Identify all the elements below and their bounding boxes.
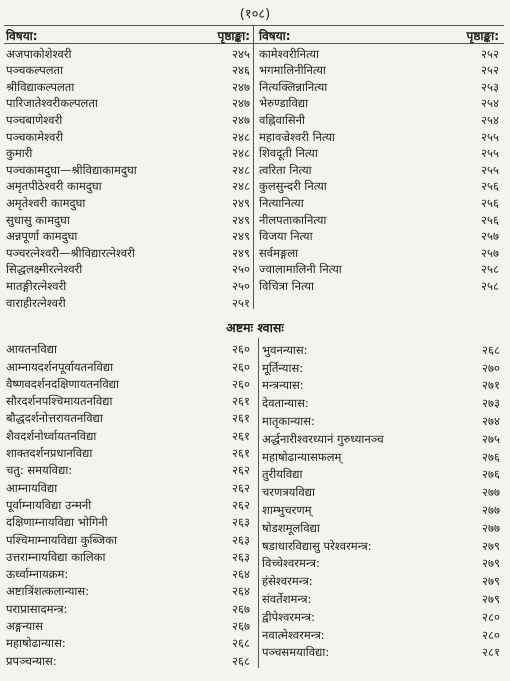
index-entry bbox=[259, 277, 499, 294]
index-entry bbox=[262, 518, 500, 536]
entry-page: २६४ bbox=[232, 584, 250, 599]
entry-page: २५५ bbox=[481, 146, 499, 161]
index-entry bbox=[6, 478, 250, 495]
entry-title: मन्त्रन्यास: bbox=[262, 378, 304, 393]
entry-page: २७१ bbox=[482, 378, 500, 393]
entry-title: दक्षिणाम्नायविद्या भोगिनी bbox=[6, 515, 108, 530]
index-entry bbox=[262, 571, 500, 589]
entry-title: प्रपञ्चन्यास: bbox=[6, 653, 57, 668]
entry-page: २७७ bbox=[482, 520, 500, 535]
index-entry bbox=[6, 178, 250, 195]
entry-title: तुरीयविद्या bbox=[262, 467, 303, 482]
entry-page: २५६ bbox=[481, 179, 499, 194]
entry-title: अमृतेश्वरी कामदुघा bbox=[6, 195, 86, 210]
entry-page: २४८ bbox=[232, 179, 250, 194]
entry-title: अष्टात्रिंशत्कलान्यास: bbox=[6, 584, 90, 599]
index-entry bbox=[6, 513, 250, 530]
index-entry bbox=[6, 496, 250, 513]
top-left-entries bbox=[6, 45, 250, 311]
index-entry bbox=[259, 178, 499, 195]
entry-page: २५५ bbox=[481, 129, 499, 144]
entry-title: सर्वमङ्गला bbox=[259, 245, 299, 260]
entry-page: २७९ bbox=[482, 574, 500, 589]
entry-page: २७० bbox=[482, 360, 500, 375]
index-entry bbox=[262, 482, 500, 500]
page-heading: पृष्ठाङ्का: bbox=[466, 29, 499, 43]
entry-page: २७९ bbox=[482, 556, 500, 571]
entry-title: विच्चेश्वरमन्त्र: bbox=[262, 556, 320, 571]
entry-title: बौद्धदर्शनोत्तरायतनविद्या bbox=[6, 411, 103, 426]
page-heading: पृष्ठाङ्का: bbox=[217, 29, 250, 43]
index-entry bbox=[6, 277, 250, 294]
entry-page: २४५ bbox=[232, 46, 250, 61]
index-entry bbox=[6, 95, 250, 112]
entry-title: महावज्रेश्वरी नित्या bbox=[259, 129, 335, 144]
index-entry bbox=[262, 625, 500, 643]
entry-page: २६३ bbox=[232, 515, 250, 530]
entry-title: देवतान्यास: bbox=[262, 396, 309, 411]
column-divider-top bbox=[253, 25, 254, 309]
entry-title: सिद्धलक्ष्मीरत्नेश्वरी bbox=[6, 262, 83, 277]
entry-title: षडाधारविद्यासु परेश्वरमन्त्र: bbox=[262, 538, 372, 553]
index-entry bbox=[262, 465, 500, 483]
index-entry bbox=[6, 617, 250, 634]
entry-title: मातङ्गीरत्नेश्वरी bbox=[6, 278, 67, 293]
index-entry bbox=[6, 340, 250, 357]
index-entry bbox=[6, 294, 250, 311]
entry-title: पराप्रासादमन्त्र: bbox=[6, 601, 68, 616]
entry-title: अङ्गन्यास bbox=[6, 619, 43, 634]
entry-page: २४९ bbox=[232, 229, 250, 244]
entry-title: आयतनविद्या bbox=[6, 342, 57, 357]
entry-page: २८० bbox=[482, 609, 500, 624]
entry-title: पूर्वाम्नायविद्या उन्मनी bbox=[6, 497, 92, 512]
index-entry bbox=[6, 78, 250, 95]
entry-page: २६४ bbox=[232, 567, 250, 582]
entry-title: नवात्मेश्वरमन्त्र: bbox=[262, 627, 325, 642]
entry-title: नीलपताकानित्या bbox=[259, 212, 327, 227]
index-entry bbox=[262, 429, 500, 447]
index-entry bbox=[6, 651, 250, 668]
entry-title: श्रीविद्याकल्पलता bbox=[6, 79, 75, 94]
entry-page: २४९ bbox=[232, 245, 250, 260]
entry-page: २४८ bbox=[232, 129, 250, 144]
top-right-entries bbox=[259, 45, 499, 294]
bottom-right-entries bbox=[262, 340, 500, 660]
index-entry bbox=[259, 244, 499, 261]
index-entry bbox=[6, 161, 250, 178]
index-entry bbox=[6, 111, 250, 128]
entry-page: २६३ bbox=[232, 532, 250, 547]
entry-page: २५७ bbox=[481, 229, 499, 244]
index-entry bbox=[6, 530, 250, 547]
entry-page: २७६ bbox=[482, 467, 500, 482]
entry-page: २५६ bbox=[481, 212, 499, 227]
entry-title: सौरदर्शनपश्चिमायतनविद्या bbox=[6, 394, 113, 409]
index-entry bbox=[262, 393, 500, 411]
entry-page: २४७ bbox=[232, 96, 250, 111]
entry-page: २६२ bbox=[232, 480, 250, 495]
entry-page: २५१ bbox=[232, 295, 250, 310]
entry-title: मूर्तिन्यास: bbox=[262, 360, 304, 375]
index-entry bbox=[6, 228, 250, 245]
entry-title: चतु: समयविद्या: bbox=[6, 463, 73, 478]
entry-title: शैवदर्शनोर्ध्वायतनविद्या bbox=[6, 428, 97, 443]
entry-page: २५२ bbox=[481, 46, 499, 61]
entry-page: २७६ bbox=[482, 449, 500, 464]
entry-title: पञ्चरत्नेश्वरी—श्रीविद्यारत्नेश्वरी bbox=[6, 245, 135, 260]
index-entry bbox=[6, 444, 250, 461]
index-entry bbox=[262, 376, 500, 394]
subject-heading: विषया: bbox=[259, 29, 291, 43]
index-entry bbox=[6, 392, 250, 409]
entry-page: २७५ bbox=[482, 431, 500, 446]
index-entry bbox=[262, 589, 500, 607]
entry-title: वाराहीरत्नेश्वरी bbox=[6, 295, 66, 310]
entry-title: पारिजातेश्वरीकल्पलता bbox=[6, 96, 98, 111]
entry-title: पञ्चबाणेश्वरी bbox=[6, 112, 63, 127]
section-title: अष्टमः श्वासः bbox=[226, 320, 284, 335]
left-column-header bbox=[6, 27, 250, 44]
entry-title: आम्नायदर्शनपूर्वायतनविद्या bbox=[6, 359, 114, 374]
entry-title: पञ्चकामेश्वरी bbox=[6, 129, 64, 144]
index-entry bbox=[262, 411, 500, 429]
entry-title: चरणत्रयविद्या bbox=[262, 485, 315, 500]
index-entry bbox=[6, 244, 250, 261]
entry-title: अमृतपीठेश्वरी कामदुघा bbox=[6, 179, 102, 194]
entry-title: शाक्तदर्शनप्रधानविद्या bbox=[6, 446, 93, 461]
entry-page: २६७ bbox=[232, 601, 250, 616]
entry-title: पश्चिमाम्नायविद्या कुब्जिका bbox=[6, 532, 117, 547]
entry-page: २७४ bbox=[482, 413, 500, 428]
subject-heading: विषया: bbox=[6, 29, 38, 43]
index-entry bbox=[262, 358, 500, 376]
index-entry bbox=[6, 634, 250, 651]
entry-title: महाषोढान्यासफलम् bbox=[262, 449, 342, 464]
entry-title: कुलसुन्दरी नित्या bbox=[259, 179, 327, 194]
entry-page: २५० bbox=[232, 262, 250, 277]
index-entry bbox=[259, 111, 499, 128]
bottom-left-entries bbox=[6, 340, 250, 669]
entry-page: २६८ bbox=[232, 636, 250, 651]
entry-title: षोडशमूलविद्या bbox=[262, 520, 320, 535]
entry-page: २४७ bbox=[232, 79, 250, 94]
entry-title: कुमारी bbox=[6, 146, 33, 161]
entry-page: २४८ bbox=[232, 146, 250, 161]
entry-page: २५३ bbox=[481, 79, 499, 94]
index-entry bbox=[6, 375, 250, 392]
index-entry bbox=[6, 62, 250, 79]
index-entry bbox=[262, 500, 500, 518]
entry-title: सुधासु कामदुघा bbox=[6, 212, 70, 227]
entry-page: २५० bbox=[232, 278, 250, 293]
index-entry bbox=[6, 426, 250, 443]
right-column-header bbox=[259, 27, 499, 44]
entry-page: २५८ bbox=[481, 278, 499, 293]
index-entry bbox=[6, 194, 250, 211]
entry-title: उत्तराम्नायविद्या कालिका bbox=[6, 549, 106, 564]
entry-page: २८० bbox=[482, 627, 500, 642]
entry-title: भगमालिनीनित्या bbox=[259, 63, 326, 78]
entry-page: २५४ bbox=[481, 96, 499, 111]
index-entry bbox=[6, 357, 250, 374]
entry-page: २६८ bbox=[482, 342, 500, 357]
index-entry bbox=[259, 45, 499, 62]
entry-page: २७९ bbox=[482, 591, 500, 606]
entry-page: २५७ bbox=[481, 245, 499, 260]
entry-title: भुवनन्यास: bbox=[262, 342, 308, 357]
entry-page: २६१ bbox=[232, 394, 250, 409]
index-entry bbox=[262, 607, 500, 625]
index-entry bbox=[262, 554, 500, 572]
entry-title: अन्नपूर्णा कामदुघा bbox=[6, 229, 78, 244]
index-entry bbox=[259, 211, 499, 228]
entry-page: २४८ bbox=[232, 162, 250, 177]
entry-title: शाम्भुचरणम् bbox=[262, 502, 312, 517]
page-number: (१०८) bbox=[239, 7, 271, 22]
entry-page: २४९ bbox=[232, 195, 250, 210]
index-entry bbox=[259, 78, 499, 95]
entry-page: २७३ bbox=[482, 396, 500, 411]
index-entry bbox=[262, 536, 500, 554]
index-entry bbox=[6, 582, 250, 599]
entry-title: नित्यक्लिन्नानित्या bbox=[259, 79, 328, 94]
index-entry bbox=[6, 599, 250, 616]
entry-page: २८१ bbox=[482, 645, 500, 660]
entry-page: २४६ bbox=[232, 63, 250, 78]
entry-page: २६२ bbox=[232, 497, 250, 512]
index-entry bbox=[262, 340, 500, 358]
entry-page: २६३ bbox=[232, 549, 250, 564]
entry-page: २५४ bbox=[481, 112, 499, 127]
entry-title: भेरुण्डाविद्या bbox=[259, 96, 309, 111]
entry-page: २५६ bbox=[481, 195, 499, 210]
entry-page: २४७ bbox=[232, 112, 250, 127]
entry-title: पञ्चकल्पलता bbox=[6, 63, 64, 78]
index-entry bbox=[6, 409, 250, 426]
top-rule bbox=[4, 25, 504, 26]
index-entry bbox=[259, 261, 499, 278]
entry-page: २६२ bbox=[232, 463, 250, 478]
entry-title: त्वरिता नित्या bbox=[259, 162, 312, 177]
index-entry bbox=[6, 261, 250, 278]
entry-title: अर्द्धनारीश्वरध्यानं गुरुध्यानञ्च bbox=[262, 431, 384, 446]
index-entry bbox=[259, 161, 499, 178]
index-entry bbox=[6, 461, 250, 478]
index-entry bbox=[259, 128, 499, 145]
entry-title: अजपाकोशेश्वरी bbox=[6, 46, 72, 61]
entry-page: २७९ bbox=[482, 538, 500, 553]
entry-title: संवर्तेशमन्त्र: bbox=[262, 591, 312, 606]
entry-title: हंसेश्वरमन्त्र: bbox=[262, 574, 313, 589]
entry-page: २६७ bbox=[232, 619, 250, 634]
entry-page: २७७ bbox=[482, 502, 500, 517]
entry-title: आम्नायविद्या bbox=[6, 480, 58, 495]
entry-page: २६० bbox=[232, 359, 250, 374]
entry-page: २६८ bbox=[232, 653, 250, 668]
entry-page: २५५ bbox=[481, 162, 499, 177]
entry-page: २७७ bbox=[482, 485, 500, 500]
index-entry bbox=[262, 447, 500, 465]
entry-page: २६१ bbox=[232, 411, 250, 426]
entry-title: नित्यानित्या bbox=[259, 195, 304, 210]
entry-title: कामेश्वरीनित्या bbox=[259, 46, 319, 61]
entry-title: वह्निवासिनी bbox=[259, 112, 306, 127]
entry-title: मातृकान्यास: bbox=[262, 413, 315, 428]
column-divider-bottom bbox=[258, 338, 259, 668]
entry-title: पञ्चसमयाविद्या: bbox=[262, 645, 330, 660]
entry-page: २६० bbox=[232, 342, 250, 357]
index-entry bbox=[259, 228, 499, 245]
entry-title: विजया नित्या bbox=[259, 229, 313, 244]
entry-title: शिवदूती नित्या bbox=[259, 146, 318, 161]
entry-page: २६१ bbox=[232, 428, 250, 443]
index-entry bbox=[6, 128, 250, 145]
entry-title: विचित्रा नित्या bbox=[259, 278, 314, 293]
index-entry bbox=[262, 643, 500, 661]
entry-page: २४९ bbox=[232, 212, 250, 227]
index-entry bbox=[259, 194, 499, 211]
entry-page: २६० bbox=[232, 376, 250, 391]
index-entry bbox=[259, 145, 499, 162]
entry-title: ज्वालामालिनी नित्या bbox=[259, 262, 342, 277]
entry-page: २५२ bbox=[481, 63, 499, 78]
index-entry bbox=[6, 548, 250, 565]
entry-title: द्वीपेश्वरमन्त्र: bbox=[262, 609, 315, 624]
index-entry bbox=[259, 62, 499, 79]
index-entry bbox=[259, 95, 499, 112]
entry-page: २६१ bbox=[232, 446, 250, 461]
index-entry bbox=[6, 45, 250, 62]
entry-title: पञ्चकामदुघा—श्रीविद्याकामदुघा bbox=[6, 162, 137, 177]
index-entry bbox=[6, 565, 250, 582]
entry-title: वैष्णवदर्शनदक्षिणायतनविद्या bbox=[6, 376, 119, 391]
entry-title: ऊर्ध्वाम्नायक्रम: bbox=[6, 567, 69, 582]
entry-title: महाषोढान्यास: bbox=[6, 636, 66, 651]
entry-page: २५८ bbox=[481, 262, 499, 277]
index-entry bbox=[6, 145, 250, 162]
index-entry bbox=[6, 211, 250, 228]
